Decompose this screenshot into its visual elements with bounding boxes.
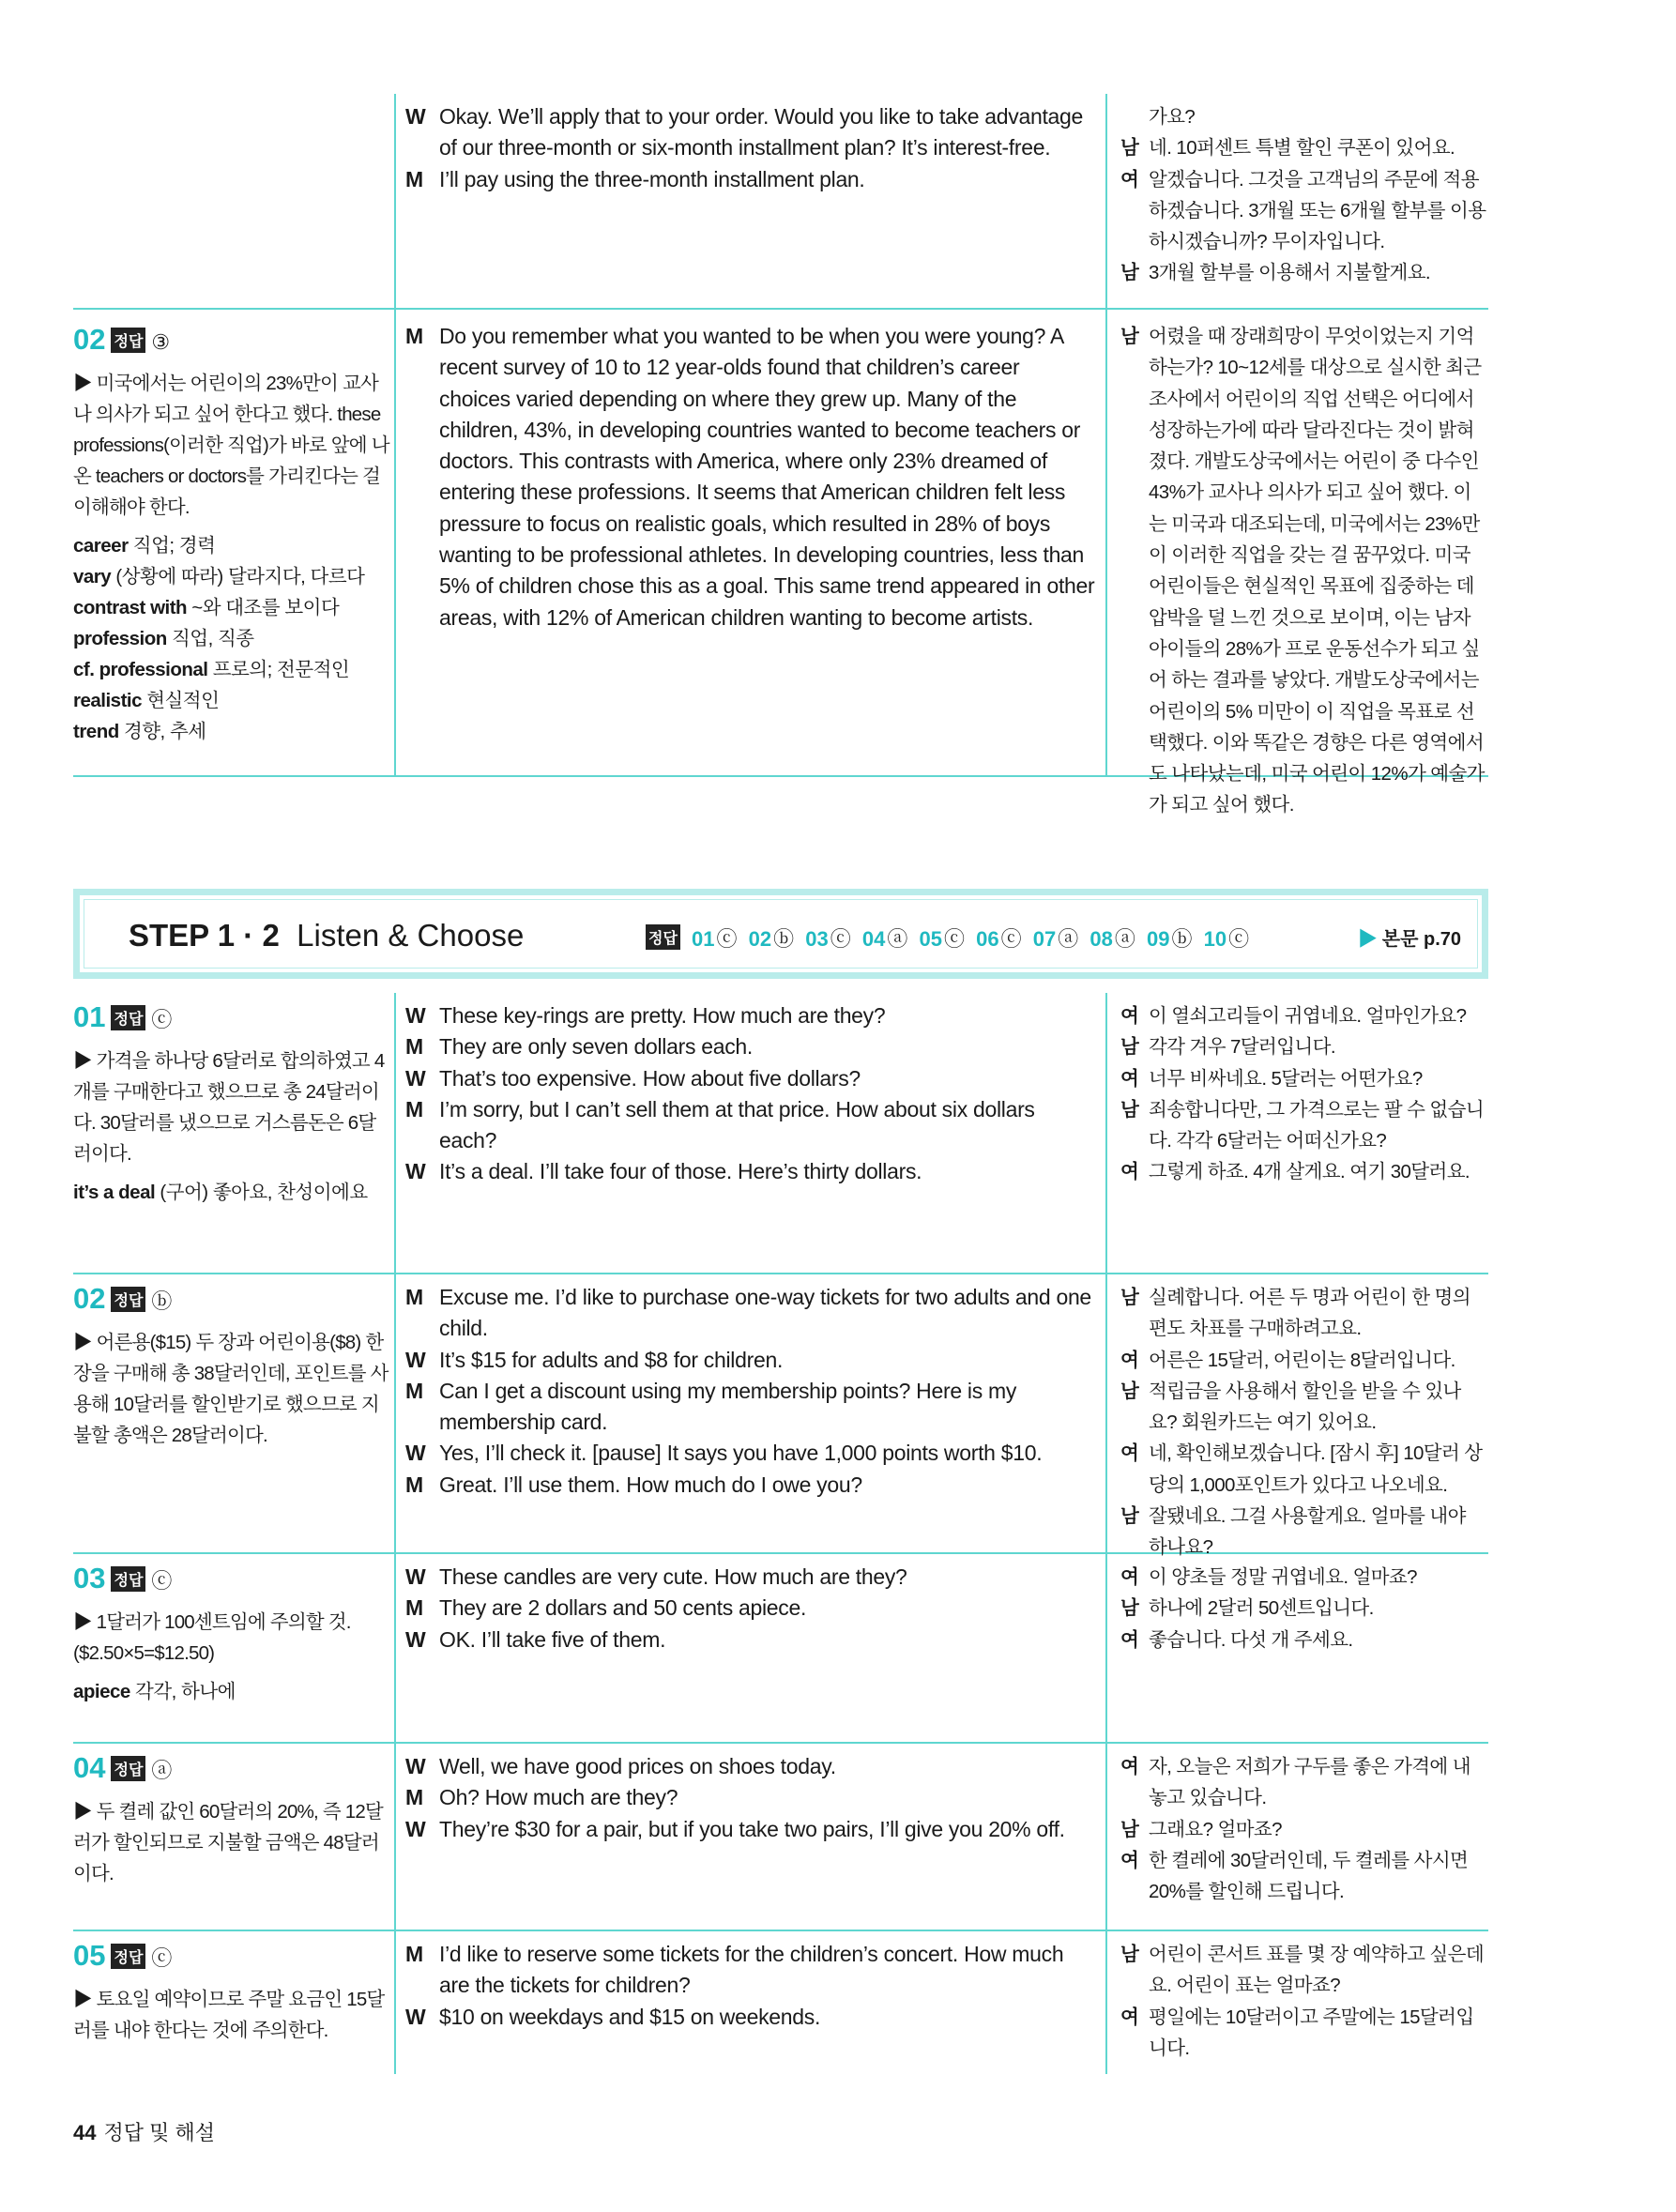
vocab-term: it’s a deal xyxy=(73,1182,156,1203)
line-text: 평일에는 10달러이고 주말에는 15달러입니다. xyxy=(1149,2006,1474,2059)
dialogue-line xyxy=(396,1593,1105,1624)
speaker: W xyxy=(405,104,426,129)
notes-column xyxy=(73,94,390,308)
translation-line xyxy=(1107,1625,1490,1655)
line-text: 이 양초들 정말 귀엽네요. 얼마죠? xyxy=(1149,1566,1417,1588)
vocab-meaning: (구어) 좋아요, 찬성이에요 xyxy=(160,1182,368,1203)
translation-line xyxy=(1107,1000,1490,1031)
question-row-01 xyxy=(73,993,1488,1274)
speaker: W xyxy=(405,1065,426,1091)
dialogue-line xyxy=(396,101,1105,164)
answer-tag: 정답 xyxy=(646,924,680,950)
vocab-term: realistic xyxy=(73,690,142,711)
line-text: I’d like to reserve some tickets for the children’s concert. How much are the tickets for children? xyxy=(439,1942,1064,1998)
line-text: Oh? How much are they? xyxy=(439,1785,678,1810)
speaker: 여 xyxy=(1120,1349,1139,1371)
line-text: Do you remember what you wanted to be when you were young? A recent survey of 10 to 12 year-olds found that children’s career choices varied depending on where they grew up. Many of the children, 43%, in developing countries wanted to become teachers or doctors. This contrasts with America, where only 23% dreamed of entering these professions. It seems that American children felt less pressure to focus on realistic goals, which resulted in 28% of boys wanting to be professional athletes. In developing countries, less than 5% of children chose this as a goal. This same trend appeared in other areas, with 12% of American children wanting to become artists. xyxy=(439,324,1095,630)
notes-column xyxy=(73,1744,390,1930)
answer-mark: ⓑ xyxy=(151,1289,173,1313)
answer-key-number: 08 xyxy=(1089,927,1113,951)
speaker: 남 xyxy=(1120,137,1139,160)
question-row-a02 xyxy=(73,310,1488,816)
answer-tag: 정답 xyxy=(111,328,145,353)
speaker: 여 xyxy=(1120,1849,1139,1871)
dialogue-line xyxy=(396,1282,1105,1345)
speaker: W xyxy=(405,1626,426,1652)
vocab-meaning: 경향, 추세 xyxy=(123,721,206,742)
dialogue-line xyxy=(396,1063,1105,1094)
line-text: 너무 비싸네요. 5달러는 어떤가요? xyxy=(1149,1067,1423,1090)
speaker: M xyxy=(405,1472,423,1497)
speaker: 남 xyxy=(1120,1597,1139,1620)
dialogue-line xyxy=(396,321,1105,633)
answer-tag: 정답 xyxy=(111,1005,145,1030)
answer-mark: ③ xyxy=(151,330,171,354)
speaker: 여 xyxy=(1120,1067,1139,1090)
answer-key-mark: ⓒ xyxy=(1228,927,1250,951)
question-number: 02 xyxy=(73,1282,106,1315)
line-text: These candles are very cute. How much are they? xyxy=(439,1564,907,1589)
line-text: Okay. We’ll apply that to your order. Would you like to take advantage of our three-month or six-month installment plan? It’s interest-free. xyxy=(439,104,1084,160)
dialogue-line xyxy=(396,1094,1105,1157)
dialogue-line xyxy=(396,1156,1105,1187)
page-reference xyxy=(1358,923,1461,951)
vocab-meaning: 직업; 경력 xyxy=(132,535,216,557)
script-column xyxy=(394,1274,1105,1552)
vocab-item xyxy=(73,716,390,747)
speaker: M xyxy=(405,166,423,191)
vocab-term: contrast with xyxy=(73,597,188,618)
script-column xyxy=(394,310,1105,775)
vocab-term: cf. professional xyxy=(73,659,208,680)
explanation-note: ▶ 1달러가 100센트임에 주의할 것. ($2.50×5=$12.50) xyxy=(73,1611,351,1664)
dialogue-line xyxy=(396,1751,1105,1782)
question-number: 02 xyxy=(73,323,106,356)
question-number: 03 xyxy=(73,1562,106,1594)
translation-line xyxy=(1107,321,1490,821)
line-text: Can I get a discount using my membership points? Here is my membership card. xyxy=(439,1378,1017,1435)
answer-key-mark: ⓒ xyxy=(944,927,966,951)
speaker: 남 xyxy=(1120,326,1139,347)
translation-line xyxy=(1107,1345,1490,1376)
dialogue-line xyxy=(396,1376,1105,1439)
speaker: 남 xyxy=(1120,1944,1139,1965)
line-text: They are 2 dollars and 50 cents apiece. xyxy=(439,1595,807,1621)
translation-column xyxy=(1105,1554,1490,1742)
vocab-meaning: 현실적인 xyxy=(146,690,220,711)
answer-mark: ⓐ xyxy=(151,1759,173,1782)
line-text: I’ll pay using the three-month installment plan. xyxy=(439,166,865,191)
line-text: I’m sorry, but I can’t sell them at that price. How about six dollars each? xyxy=(439,1096,1035,1153)
line-text: 어렸을 때 장래희망이 무엇이었는지 기억하는가? 10~12세를 대상으로 실시한 최근 조사에서 어린이의 직업 선택은 어디에서 성장하는가에 따라 달라진다는 것이 밝혀졌다. 개발도상국에서는 어린이 중 다수인 43%가 교사나 의사가 되고 싶어 했다. 이는 미국과 대조되는데, 미국에서는 23%만이 이러한 직업을 갖는 걸 꿈꾸었다. 미국 어린이들은 현실적인 목표에 집중하는 데 압박을 덜 느낀 것으로 보이며, 이는 남자아이들의 28%가 프로 운동선수가 되고 싶어 하는 결과를 낳았다. 개발도상국에서는 어린이의 5% 미만이 이 직업을 목표로 선택했다. 이와 똑같은 경향은 다른 영역에서도 나타났는데, 미국 어린이 12%가 예술가가 되고 싶어 했다. xyxy=(1149,326,1485,816)
translation-line xyxy=(1107,257,1490,288)
dialogue-line xyxy=(396,1470,1105,1501)
line-text: 가요? xyxy=(1149,106,1196,128)
step-header xyxy=(73,889,1488,979)
translation-line xyxy=(1107,1845,1490,1908)
script-column xyxy=(394,993,1105,1273)
vocab-item xyxy=(73,561,390,592)
speaker: W xyxy=(405,2004,426,2029)
speaker: M xyxy=(405,1285,423,1309)
continuation-row xyxy=(73,94,1488,310)
line-text: 그래요? 얼마죠? xyxy=(1149,1818,1282,1840)
translation-line xyxy=(1107,1094,1490,1157)
translation-column xyxy=(1105,993,1490,1273)
dialogue-line xyxy=(396,1438,1105,1469)
vocab-item xyxy=(73,623,390,654)
speaker: 남 xyxy=(1120,1098,1139,1121)
speaker: 여 xyxy=(1120,1005,1139,1027)
vocab-item xyxy=(73,1177,390,1208)
question-row-02 xyxy=(73,1274,1488,1559)
question-number: 04 xyxy=(73,1751,106,1784)
dialogue-line xyxy=(396,1814,1105,1845)
line-text: 알겠습니다. 그것을 고객님의 주문에 적용하겠습니다. 3개월 또는 6개월 할부를 이용하시겠습니까? 무이자입니다. xyxy=(1149,168,1486,253)
speaker: M xyxy=(405,324,423,348)
question-number: 01 xyxy=(73,1000,106,1033)
line-text: They are only seven dollars each. xyxy=(439,1034,754,1060)
line-text: 좋습니다. 다섯 개 주세요. xyxy=(1149,1628,1353,1651)
vocab-term: trend xyxy=(73,721,119,742)
script-column xyxy=(394,1744,1105,1930)
script-column xyxy=(394,1931,1105,2074)
answer-key-mark: ⓒ xyxy=(1000,927,1022,951)
line-text: 그렇게 하죠. 4개 살게요. 여기 30달러요. xyxy=(1149,1161,1470,1183)
translation-line xyxy=(1107,1593,1490,1624)
translation-line xyxy=(1107,1562,1490,1593)
step-number: STEP 1 · 2 xyxy=(129,918,280,953)
dialogue-line xyxy=(396,1939,1105,2002)
dialogue-line xyxy=(396,1562,1105,1593)
dialogue-line xyxy=(396,1345,1105,1376)
line-text: Excuse me. I’d like to purchase one-way tickets for two adults and one child. xyxy=(439,1285,1091,1341)
line-text: Yes, I’ll check it. [pause] It says you have 1,000 points worth $10. xyxy=(439,1441,1043,1466)
speaker: 남 xyxy=(1120,1505,1139,1528)
answer-key-mark: ⓑ xyxy=(773,927,795,951)
answer-key-mark: ⓐ xyxy=(887,927,908,951)
line-text: 적립금을 사용해서 할인을 받을 수 있나요? 회원카드는 여기 있어요. xyxy=(1149,1380,1461,1434)
vocab-item xyxy=(73,592,390,623)
translation-line xyxy=(1107,1751,1490,1814)
vocab-meaning: 직업, 직종 xyxy=(172,628,254,649)
page-number: 44 xyxy=(73,2121,97,2144)
vocab-item xyxy=(73,1676,390,1707)
explanation-note: ▶ 두 켤레 값인 60달러의 20%, 즉 12달러가 할인되므로 지불할 금액은 48달러이다. xyxy=(73,1801,383,1884)
script-column xyxy=(394,94,1105,308)
script-column xyxy=(394,1554,1105,1742)
speaker xyxy=(1107,101,1149,132)
translation-column xyxy=(1105,1744,1490,1930)
speaker: 남 xyxy=(1120,1380,1139,1402)
page-footer xyxy=(73,2117,215,2146)
speaker: 여 xyxy=(1120,2006,1139,2028)
line-text: 죄송합니다만, 그 가격으로는 팔 수 없습니다. 각각 6달러는 어떠신가요? xyxy=(1149,1098,1485,1152)
translation-line xyxy=(1107,1376,1490,1439)
answer-tag: 정답 xyxy=(111,1287,145,1312)
translation-column xyxy=(1105,1274,1490,1559)
answer-key-number: 05 xyxy=(919,927,943,951)
dialogue-line xyxy=(396,2002,1105,2033)
speaker: 남 xyxy=(1120,1036,1139,1059)
line-text: 어른은 15달러, 어린이는 8달러입니다. xyxy=(1149,1349,1455,1371)
line-text: It’s $15 for adults and $8 for children. xyxy=(439,1347,784,1372)
speaker: M xyxy=(405,1096,423,1121)
answer-key xyxy=(646,923,1255,953)
explanation-note: ▶ 어른용($15) 두 장과 어린이용($8) 한 장을 구매해 총 38달러인데, 포인트를 사용해 10달러를 할인받기로 했으므로 지불할 총액은 28달러이다. xyxy=(73,1332,389,1446)
translation-line xyxy=(1107,1438,1490,1501)
translation-line xyxy=(1107,101,1490,132)
question-row-05 xyxy=(73,1931,1488,2074)
speaker: 여 xyxy=(1120,1566,1139,1588)
answer-tag: 정답 xyxy=(111,1756,145,1781)
line-text: $10 on weekdays and $15 on weekends. xyxy=(439,2004,821,2029)
answer-mark: ⓒ xyxy=(151,1946,173,1970)
line-text: It’s a deal. I’ll take four of those. Here’s thirty dollars. xyxy=(439,1159,922,1184)
line-text: Well, we have good prices on shoes today. xyxy=(439,1754,836,1778)
explanation-note: ▶ 가격을 하나당 6달러로 합의하였고 4개를 구매한다고 했으므로 총 24달러이다. 30달러를 냈으므로 거스름돈은 6달러이다. xyxy=(73,1050,385,1165)
answer-key-mark: ⓒ xyxy=(716,927,738,951)
vocab-meaning: (상황에 따라) 달라지다, 다르다 xyxy=(115,566,365,587)
translation-line xyxy=(1107,1063,1490,1094)
speaker: 남 xyxy=(1120,1287,1139,1308)
line-text: 한 켤레에 30달러인데, 두 켤레를 사시면 20%를 할인해 드립니다. xyxy=(1149,1849,1469,1903)
speaker: W xyxy=(405,1347,426,1372)
answer-key-number: 09 xyxy=(1147,927,1170,951)
speaker: M xyxy=(405,1785,423,1810)
answer-key-number: 01 xyxy=(692,927,715,951)
line-text: 잘됐네요. 그걸 사용할게요. 얼마를 내야 하나요? xyxy=(1149,1505,1466,1559)
line-text: 어린이 콘서트 표를 몇 장 예약하고 싶은데요. 어린이 표는 얼마죠? xyxy=(1149,1944,1485,1997)
explanation-note: ▶ 토요일 예약이므로 주말 요금인 15달러를 내야 한다는 것에 주의한다. xyxy=(73,1989,385,2041)
vocab-term: vary xyxy=(73,566,112,587)
translation-line xyxy=(1107,132,1490,163)
line-text: 이 열쇠고리들이 귀엽네요. 얼마인가요? xyxy=(1149,1005,1467,1027)
vocab-list xyxy=(73,1676,390,1707)
translation-line xyxy=(1107,164,1490,258)
speaker: W xyxy=(405,1564,426,1589)
speaker: M xyxy=(405,1378,423,1403)
speaker: 여 xyxy=(1120,1756,1139,1777)
vocab-item xyxy=(73,530,390,561)
notes-column xyxy=(73,1554,390,1742)
speaker: W xyxy=(405,1441,426,1466)
line-text: OK. I’ll take five of them. xyxy=(439,1626,666,1652)
answer-tag: 정답 xyxy=(111,1944,145,1969)
question-row-04 xyxy=(73,1744,1488,1931)
line-text: 실례합니다. 어른 두 명과 어린이 한 명의 편도 차표를 구매하려고요. xyxy=(1149,1287,1470,1340)
explanation-note: ▶ 미국에서는 어린이의 23%만이 교사나 의사가 되고 싶어 한다고 했다. these professions(이러한 직업)가 바로 앞에 나온 teachers or doctors를 가리킨다는 걸 이해해야 한다. xyxy=(73,373,389,518)
speaker: 여 xyxy=(1120,1161,1139,1183)
step-title xyxy=(129,918,524,953)
vocab-list xyxy=(73,530,390,747)
triangle-icon: ▶ xyxy=(1358,929,1378,950)
footer-label: 정답 및 해설 xyxy=(103,2121,215,2144)
speaker: 여 xyxy=(1120,1442,1139,1465)
dialogue-line xyxy=(396,1782,1105,1813)
speaker: M xyxy=(405,1595,423,1621)
answer-mark: ⓒ xyxy=(151,1569,173,1593)
notes-column xyxy=(73,1274,390,1552)
line-text: 네, 확인해보겠습니다. [잠시 후] 10달러 상당의 1,000포인트가 있다고 나오네요. xyxy=(1149,1442,1483,1496)
notes-column xyxy=(73,310,390,775)
speaker: 남 xyxy=(1120,262,1139,284)
speaker: M xyxy=(405,1942,423,1966)
vocab-meaning: ~와 대조를 보이다 xyxy=(191,597,340,618)
vocab-item xyxy=(73,654,390,685)
vocab-meaning: 각각, 하나에 xyxy=(135,1681,236,1702)
answer-key-number: 10 xyxy=(1203,927,1227,951)
translation-column xyxy=(1105,310,1490,816)
vocab-term: career xyxy=(73,535,129,557)
translation-line xyxy=(1107,2002,1490,2065)
question-number: 05 xyxy=(73,1939,106,1972)
page-reference-label: 본문 p.70 xyxy=(1381,929,1461,950)
line-text: 자, 오늘은 저희가 구두를 좋은 가격에 내놓고 있습니다. xyxy=(1149,1756,1470,1809)
answer-key-mark: ⓑ xyxy=(1171,927,1193,951)
line-text: These key-rings are pretty. How much are they? xyxy=(439,1003,886,1028)
notes-column xyxy=(73,1931,390,2074)
vocab-meaning: 프로의; 전문적인 xyxy=(212,659,350,680)
translation-line xyxy=(1107,1814,1490,1845)
line-text: 각각 겨우 7달러입니다. xyxy=(1149,1036,1335,1059)
notes-column xyxy=(73,993,390,1273)
dialogue-line xyxy=(396,164,1105,195)
answer-key-mark: ⓐ xyxy=(1114,927,1135,951)
speaker: W xyxy=(405,1816,426,1841)
question-row-03 xyxy=(73,1554,1488,1744)
vocab-item xyxy=(73,685,390,716)
answer-mark: ⓒ xyxy=(151,1008,173,1031)
translation-line xyxy=(1107,1939,1490,2002)
vocab-term: profession xyxy=(73,628,167,649)
answer-key-number: 04 xyxy=(861,927,886,951)
speaker: 남 xyxy=(1120,1818,1139,1840)
dialogue-line xyxy=(396,1625,1105,1655)
answer-key-mark: ⓐ xyxy=(1058,927,1079,951)
vocab-list xyxy=(73,1177,390,1208)
speaker: W xyxy=(405,1754,426,1778)
line-text: 3개월 할부를 이용해서 지불할게요. xyxy=(1149,262,1431,284)
step-name: Listen & Choose xyxy=(297,918,525,953)
answer-key-mark: ⓒ xyxy=(830,927,851,951)
line-text: They’re $30 for a pair, but if you take two pairs, I’ll give you 20% off. xyxy=(439,1816,1065,1841)
vocab-term: apiece xyxy=(73,1681,130,1702)
translation-column xyxy=(1105,1931,1490,2074)
line-text: That’s too expensive. How about five dollars? xyxy=(439,1065,861,1091)
answer-key-number: 02 xyxy=(748,927,772,951)
line-text: 하나에 2달러 50센트입니다. xyxy=(1149,1597,1374,1620)
speaker: M xyxy=(405,1034,423,1060)
speaker: W xyxy=(405,1159,426,1184)
translation-line xyxy=(1107,1156,1490,1187)
line-text: Great. I’ll use them. How much do I owe you? xyxy=(439,1472,862,1497)
line-text: 네. 10퍼센트 특별 할인 쿠폰이 있어요. xyxy=(1149,137,1455,160)
answer-key-number: 03 xyxy=(805,927,829,951)
translation-line xyxy=(1107,1282,1490,1345)
translation-column xyxy=(1105,94,1490,308)
dialogue-line xyxy=(396,1000,1105,1031)
speaker: W xyxy=(405,1003,426,1028)
answer-tag: 정답 xyxy=(111,1566,145,1592)
translation-line xyxy=(1107,1031,1490,1062)
dialogue-line xyxy=(396,1031,1105,1062)
answer-key-number: 06 xyxy=(976,927,999,951)
speaker: 여 xyxy=(1120,168,1139,191)
answer-key-number: 07 xyxy=(1032,927,1057,951)
speaker: 여 xyxy=(1120,1628,1139,1651)
